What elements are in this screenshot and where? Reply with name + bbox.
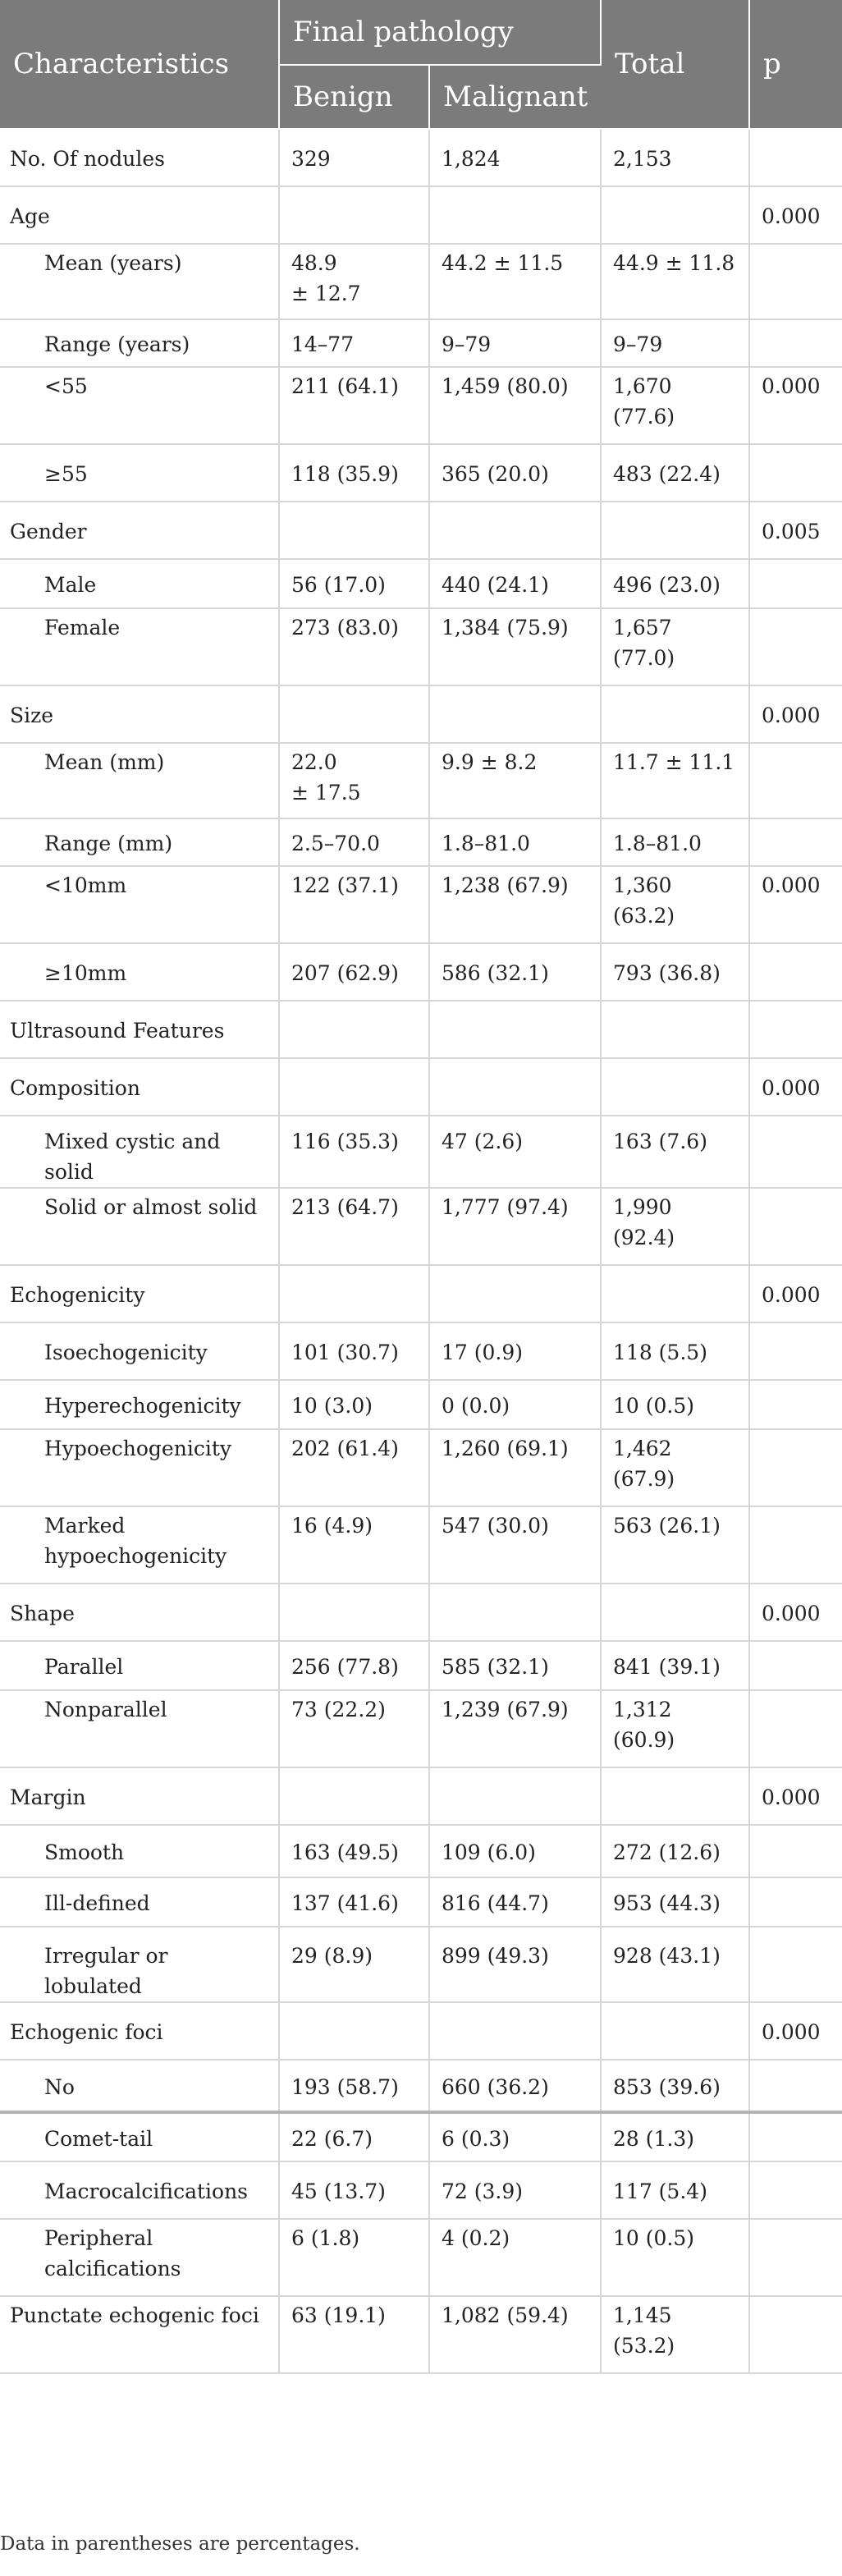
- cell-benign: 73 (22.2): [279, 1690, 429, 1767]
- cell-malignant: 17 (0.9): [429, 1322, 601, 1380]
- row-label: Marked hypoechogenicity: [0, 1506, 279, 1584]
- row-label: Hypoechogenicity: [0, 1429, 279, 1506]
- cell-malignant: 1,260 (69.1): [429, 1429, 601, 1506]
- cell-malignant: [429, 186, 601, 244]
- row-label: Range (years): [0, 319, 279, 367]
- cell-total: 44.9 ± 11.8: [601, 244, 749, 319]
- cell-malignant: 899 (49.3): [429, 1927, 601, 2002]
- cell-p: [749, 1506, 842, 1584]
- header-malignant: Malignant: [429, 65, 601, 129]
- table-row: [0, 2060, 842, 2112]
- row-label: Female: [0, 608, 279, 685]
- cell-p: [749, 129, 842, 186]
- row-label: Hyperechogenicity: [0, 1380, 279, 1429]
- cell-total: 563 (26.1): [601, 1506, 749, 1584]
- cell-total: [601, 2002, 749, 2060]
- cell-total: 928 (43.1): [601, 1927, 749, 2002]
- cell-benign: [279, 685, 429, 743]
- cell-malignant: 9.9 ± 8.2: [429, 743, 601, 818]
- table-row: [0, 1116, 842, 1188]
- row-label: Peripheral calcifications: [0, 2219, 279, 2296]
- cell-benign: 256 (77.8): [279, 1641, 429, 1690]
- cell-total: [601, 685, 749, 743]
- cell-total: 10 (0.5): [601, 1380, 749, 1429]
- row-label: Gender: [0, 502, 279, 559]
- row-label: Echogenic foci: [0, 2002, 279, 2060]
- table-row: [0, 1429, 842, 1506]
- cell-p: 0.000: [749, 1265, 842, 1322]
- cell-malignant: [429, 2002, 601, 2060]
- cell-p: [749, 1641, 842, 1690]
- cell-p: [749, 1001, 842, 1058]
- table-row: [0, 2219, 842, 2296]
- cell-p: 0.000: [749, 2002, 842, 2060]
- header-p: p: [749, 0, 842, 129]
- row-label: ≥10mm: [0, 943, 279, 1001]
- row-label: Irregular or lobulated: [0, 1927, 279, 2002]
- cell-benign: [279, 1001, 429, 1058]
- cell-benign: 213 (64.7): [279, 1188, 429, 1265]
- table-row: [0, 818, 842, 866]
- cell-p: [749, 2219, 842, 2296]
- cell-malignant: 585 (32.1): [429, 1641, 601, 1690]
- cell-benign: [279, 1265, 429, 1322]
- cell-total: [601, 1265, 749, 1322]
- table-row: [0, 1058, 842, 1116]
- row-label: Age: [0, 186, 279, 244]
- row-label: Parallel: [0, 1641, 279, 1690]
- cell-benign: [279, 502, 429, 559]
- cell-total: 1,990 (92.4): [601, 1188, 749, 1265]
- cell-malignant: 586 (32.1): [429, 943, 601, 1001]
- table-row: [0, 1927, 842, 2002]
- row-label: Mean (mm): [0, 743, 279, 818]
- cell-benign: 56 (17.0): [279, 559, 429, 608]
- cell-benign: 14–77: [279, 319, 429, 367]
- table-row: [0, 502, 842, 559]
- row-label: ≥55: [0, 444, 279, 502]
- table-row: [0, 2296, 842, 2373]
- cell-benign: [279, 1584, 429, 1641]
- table-row: [0, 1641, 842, 1690]
- cell-p: 0.000: [749, 866, 842, 943]
- cell-malignant: [429, 1001, 601, 1058]
- table-row: [0, 2161, 842, 2219]
- cell-total: 28 (1.3): [601, 2112, 749, 2161]
- cell-benign: [279, 2002, 429, 2060]
- cell-p: [749, 1927, 842, 2002]
- cell-malignant: 44.2 ± 11.5: [429, 244, 601, 319]
- table-row: [0, 1265, 842, 1322]
- table-row: [0, 2002, 842, 2060]
- cell-total: 841 (39.1): [601, 1641, 749, 1690]
- cell-total: 1,312 (60.9): [601, 1690, 749, 1767]
- cell-benign: 22.0 ± 17.5: [279, 743, 429, 818]
- cell-malignant: [429, 1058, 601, 1116]
- cell-benign: 329: [279, 129, 429, 186]
- cell-benign: [279, 186, 429, 244]
- cell-total: 1.8–81.0: [601, 818, 749, 866]
- table-body: [0, 129, 842, 2373]
- table-row: [0, 685, 842, 743]
- cell-p: 0.000: [749, 1767, 842, 1825]
- cell-total: 496 (23.0): [601, 559, 749, 608]
- cell-malignant: 109 (6.0): [429, 1825, 601, 1877]
- cell-benign: 118 (35.9): [279, 444, 429, 502]
- row-label: <10mm: [0, 866, 279, 943]
- table-row: [0, 1506, 842, 1584]
- cell-p: [749, 1429, 842, 1506]
- row-label: No. Of nodules: [0, 129, 279, 186]
- cell-p: [749, 818, 842, 866]
- row-label: Isoechogenicity: [0, 1322, 279, 1380]
- cell-p: [749, 1116, 842, 1188]
- cell-benign: 2.5–70.0: [279, 818, 429, 866]
- cell-p: [749, 244, 842, 319]
- cell-benign: 45 (13.7): [279, 2161, 429, 2219]
- cell-p: 0.000: [749, 186, 842, 244]
- cell-total: [601, 1001, 749, 1058]
- cell-benign: [279, 1767, 429, 1825]
- row-label: Macrocalcifications: [0, 2161, 279, 2219]
- table-row: [0, 1322, 842, 1380]
- cell-malignant: 1,239 (67.9): [429, 1690, 601, 1767]
- table-row: [0, 943, 842, 1001]
- cell-p: [749, 444, 842, 502]
- cell-benign: 207 (62.9): [279, 943, 429, 1001]
- table-row: [0, 1584, 842, 1641]
- table-row: [0, 743, 842, 818]
- table-row: [0, 866, 842, 943]
- cell-malignant: 547 (30.0): [429, 1506, 601, 1584]
- table-row: [0, 1001, 842, 1058]
- row-label: Size: [0, 685, 279, 743]
- cell-total: 1,145 (53.2): [601, 2296, 749, 2373]
- table-row: [0, 2112, 842, 2161]
- cell-p: [749, 1825, 842, 1877]
- row-label: Nonparallel: [0, 1690, 279, 1767]
- cell-benign: 193 (58.7): [279, 2060, 429, 2112]
- row-label: Ill-defined: [0, 1877, 279, 1927]
- cell-malignant: 365 (20.0): [429, 444, 601, 502]
- row-label: Male: [0, 559, 279, 608]
- row-label: Shape: [0, 1584, 279, 1641]
- cell-malignant: 1,082 (59.4): [429, 2296, 601, 2373]
- cell-p: [749, 1188, 842, 1265]
- cell-total: 1,462 (67.9): [601, 1429, 749, 1506]
- cell-benign: 29 (8.9): [279, 1927, 429, 2002]
- cell-p: [749, 943, 842, 1001]
- header-benign: Benign: [279, 65, 429, 129]
- cell-p: 0.000: [749, 367, 842, 444]
- cell-total: 853 (39.6): [601, 2060, 749, 2112]
- row-label: Echogenicity: [0, 1265, 279, 1322]
- cell-p: [749, 1877, 842, 1927]
- row-label: Ultrasound Features: [0, 1001, 279, 1058]
- table-row: [0, 319, 842, 367]
- cell-p: [749, 319, 842, 367]
- cell-malignant: [429, 1265, 601, 1322]
- table-row: [0, 1825, 842, 1877]
- cell-total: [601, 1584, 749, 1641]
- table-row: [0, 608, 842, 685]
- cell-total: 1,670 (77.6): [601, 367, 749, 444]
- table-row: [0, 559, 842, 608]
- table-row: [0, 1380, 842, 1429]
- cell-benign: 22 (6.7): [279, 2112, 429, 2161]
- table-row: [0, 244, 842, 319]
- cell-p: 0.005: [749, 502, 842, 559]
- table-row: [0, 444, 842, 502]
- table-row: [0, 1877, 842, 1927]
- table-row: [0, 186, 842, 244]
- cell-benign: [279, 1058, 429, 1116]
- cell-malignant: [429, 1767, 601, 1825]
- row-label: Range (mm): [0, 818, 279, 866]
- cell-p: [749, 559, 842, 608]
- cell-malignant: 816 (44.7): [429, 1877, 601, 1927]
- cell-malignant: 6 (0.3): [429, 2112, 601, 2161]
- cell-total: 163 (7.6): [601, 1116, 749, 1188]
- cell-total: 483 (22.4): [601, 444, 749, 502]
- cell-malignant: 440 (24.1): [429, 559, 601, 608]
- cell-p: [749, 2060, 842, 2112]
- table-footnote: Data in parentheses are percentages.: [0, 2533, 360, 2555]
- cell-p: 0.000: [749, 1058, 842, 1116]
- row-label: Composition: [0, 1058, 279, 1116]
- cell-malignant: [429, 502, 601, 559]
- cell-malignant: 1,384 (75.9): [429, 608, 601, 685]
- row-label: Mixed cystic and solid: [0, 1116, 279, 1188]
- cell-benign: 6 (1.8): [279, 2219, 429, 2296]
- cell-total: 9–79: [601, 319, 749, 367]
- row-label: <55: [0, 367, 279, 444]
- cell-malignant: 0 (0.0): [429, 1380, 601, 1429]
- row-label: Smooth: [0, 1825, 279, 1877]
- cell-malignant: 1.8–81.0: [429, 818, 601, 866]
- cell-p: [749, 2112, 842, 2161]
- table-row: [0, 367, 842, 444]
- cell-malignant: 1,824: [429, 129, 601, 186]
- cell-malignant: 660 (36.2): [429, 2060, 601, 2112]
- cell-p: [749, 2296, 842, 2373]
- cell-malignant: 1,238 (67.9): [429, 866, 601, 943]
- cell-benign: 16 (4.9): [279, 1506, 429, 1584]
- cell-p: [749, 1322, 842, 1380]
- cell-benign: 10 (3.0): [279, 1380, 429, 1429]
- cell-p: [749, 1690, 842, 1767]
- row-label: Punctate echogenic foci: [0, 2296, 279, 2373]
- cell-malignant: [429, 1584, 601, 1641]
- table-row: [0, 1767, 842, 1825]
- cell-malignant: 1,459 (80.0): [429, 367, 601, 444]
- cell-benign: 137 (41.6): [279, 1877, 429, 1927]
- cell-p: [749, 2161, 842, 2219]
- cell-total: 117 (5.4): [601, 2161, 749, 2219]
- row-label: Solid or almost solid: [0, 1188, 279, 1265]
- cell-benign: 48.9 ± 12.7: [279, 244, 429, 319]
- table-header: [0, 0, 842, 129]
- cell-malignant: [429, 685, 601, 743]
- cell-total: 10 (0.5): [601, 2219, 749, 2296]
- cell-total: 11.7 ± 11.1: [601, 743, 749, 818]
- cell-p: 0.000: [749, 1584, 842, 1641]
- cell-total: [601, 186, 749, 244]
- header-characteristics: Characteristics: [0, 0, 279, 129]
- cell-total: 2,153: [601, 129, 749, 186]
- table-row: [0, 1188, 842, 1265]
- cell-total: 118 (5.5): [601, 1322, 749, 1380]
- cell-malignant: 72 (3.9): [429, 2161, 601, 2219]
- cell-benign: 116 (35.3): [279, 1116, 429, 1188]
- cell-total: [601, 1767, 749, 1825]
- cell-benign: 101 (30.7): [279, 1322, 429, 1380]
- row-label: No: [0, 2060, 279, 2112]
- cell-total: 1,657 (77.0): [601, 608, 749, 685]
- row-label: Margin: [0, 1767, 279, 1825]
- cell-total: [601, 502, 749, 559]
- row-label: Mean (years): [0, 244, 279, 319]
- header-total: Total: [601, 0, 749, 129]
- cell-benign: 163 (49.5): [279, 1825, 429, 1877]
- cell-total: 953 (44.3): [601, 1877, 749, 1927]
- table-row: [0, 129, 842, 186]
- cell-p: 0.000: [749, 685, 842, 743]
- cell-benign: 211 (64.1): [279, 367, 429, 444]
- cell-benign: 63 (19.1): [279, 2296, 429, 2373]
- cell-p: [749, 608, 842, 685]
- header-final-pathology: Final pathology: [279, 0, 601, 65]
- table-row: [0, 1690, 842, 1767]
- cell-p: [749, 1380, 842, 1429]
- cell-total: 793 (36.8): [601, 943, 749, 1001]
- cell-malignant: 1,777 (97.4): [429, 1188, 601, 1265]
- cell-p: [749, 743, 842, 818]
- cell-benign: 202 (61.4): [279, 1429, 429, 1506]
- cell-malignant: 9–79: [429, 319, 601, 367]
- cell-benign: 273 (83.0): [279, 608, 429, 685]
- row-label: Comet-tail: [0, 2112, 279, 2161]
- cell-benign: 122 (37.1): [279, 866, 429, 943]
- cell-total: 1,360 (63.2): [601, 866, 749, 943]
- cell-total: [601, 1058, 749, 1116]
- cell-total: 272 (12.6): [601, 1825, 749, 1877]
- cell-malignant: 47 (2.6): [429, 1116, 601, 1188]
- cell-malignant: 4 (0.2): [429, 2219, 601, 2296]
